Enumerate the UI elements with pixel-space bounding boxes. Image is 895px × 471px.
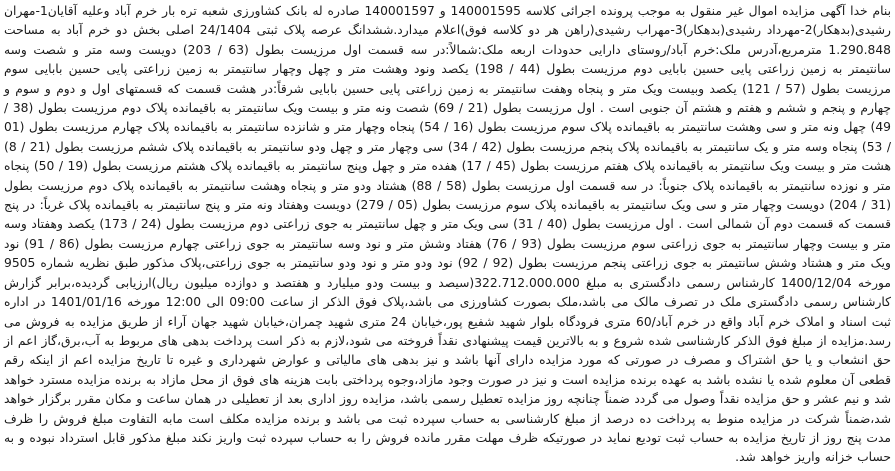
auction-notice-text: بنام خدا آگهی مزایده اموال غیر منقول به موجب پرونده اجرائی کلاسه 140001595 و 140001597 صادره له بانک کشاورزی شعبه تره بار خرم آباد وعلیه آقایان1-مهران رشیدی(بدهکار)2-مهرداد رشیدی(بدهکار)3-مهراب رشیدی(راهن هر دو کلاسه فوق)اعلام میدارد.ششدانگ عرصه پلاک ثبتی 24/1404 اصلی بخش دو خرم آباد به مساحت 1.290.848 مترمربع،آدرس ملک:خرم آباد/روستای دارایی حدودات اربعه ملک:شمالاً:در سه قسمت اول مرزیست بطول (63 / 203) دویست وسه متر و شصت وسه سانتیمتر به زمین زراعتی پایی حسین بابایی دوم مرزیست بطول (44 / 198) یکصد ونود وهشت متر و چهل وچهار سانتیمتر به زمین زراعتی پایی حسین بابایی سوم مرزیست بطول (57 / 121) یکصد وبیست ویک متر و پنجاه وهفت سانتیمتر به زمین زراعتی پایی حسین بابایی شرقاً:در هشت قسمت که قسمتهای اول و دوم و سوم و چهارم و پنجم و ششم و هفتم و هشتم آن جنوبی است . اول مرزیست بطول (21 / 69) شصت ونه متر و بیست ویک سانتیمتر به باقیمانده پلاک دوم مرزیست بطول (38 / 49) چهل ونه متر و سی وهشت سانتیمتر به باقیمانده پلاک سوم مرزیست بطول (16 / 54) پنجاه وچهار متر و شانزده سانتیمتر به باقیمانده پلاک چهارم مرزیست بطول (01 / 53) پنجاه وسه متر و یک سانتیمتر به باقیمانده پلاک پنجم مرزیست بطول (42 / 34) سی وچهار متر و چهل ودو سانتیمتر به باقیمانده پلاک ششم مرزیست بطول (21 / 8) هشت متر و بیست ویک سانتیمتر به باقیمانده پلاک هفتم مرزیست بطول (45 / 17) هفده متر و چهل وپنج سانتیمتر به باقیمانده پلاک هشتم مرزیست بطول (19 / 50) پنجاه متر و نوزده سانتیمتر به باقیمانده پلاک جنوباً: در سه قسمت اول مرزیست بطول (58 / 88) هشتاد ودو متر و پنجاه وهشت سانتیمتر به باقیمانده پلاک دوم مرزیست بطول (31 / 204) دویست وچهار متر و سی ویک سانتیمتر به باقیمانده پلاک سوم مرزیست بطول (05 / 279) دویست وهفتاد ونه متر و پنج سانتیمتر به باقیمانده پلاک غرباً: در پنج قسمت که قسمت دوم آن شمالی است . اول مرزیست بطول (40 / 31) سی ویک متر و چهل سانتیمتر به جوی زراعتی دوم مرزیست بطول (24 / 173) یکصد وهفتاد وسه متر و بیست وچهار سانتیمتر به جوی زراعتی سوم مرزیست بطول (93 / 76) هفتاد وشش متر و نود وسه سانتیمتر به جوی زراعتی چهارم مرزیست بطول (86 / 91) نود ویک متر و هشتاد وشش سانتیمتر به جوی زراعتی پنجم مرزیست بطول (92 / 92) نود ودو متر و نود ودو سانتیمتر به جوی زراعتی،پلاک مذکور طبق نظریه شماره 9505 مورخه 1400/12/04 کارشناس رسمی دادگستری به مبلغ 322.712.000.000(سیصد و بیست ودو میلیارد و هفتصد و دوازده میلیون ریال)ارزیابی گردیده،برابر گزارش کارشناس رسمی دادگستری ملک در تصرف مالک می باشد،ملک بصورت کشاورزی می باشد،پلاک فوق الذکر از ساعت 09:00 الی 12:00 مورخه 1401/01/16 در اداره ثبت اسناد و املاک خرم آباد واقع در خرم آباد/60 متری فرودگاه بلوار شهید شفیع پور،خیابان 24 متری شهید چمران،خیابان شهید جهان آراء از طریق مزایده به فروش می رسد.مزایده از مبلغ فوق الذکر کارشناسی شده شروع و به بالاترین قیمت پیشنهادی نقداً فروخته می شود،لازم به ذکر است پرداخت بدهی های مربوط به آب،برق،گاز اعم از حق انشعاب و یا حق اشتراک و مصرف در صورتی که مورد مزایده دارای آنها باشد و نیز بدهی های مالیاتی و عوارض شهرداری و غیره تا تاریخ مزایده اعم از اینکه رقم قطعی آن معلوم شده یا نشده باشد به عهده برنده مزایده است و نیز در صورت وجود مازاد،وجوه پرداختی بابت هزینه های فوق از محل مازاد به برنده مزایده مسترد خواهد شد و نیم عشر و حق مزایده نقداً وصول می گردد ضمناً چنانچه روز مزایده تعطیل رسمی باشد، مزایده روز اداری بعد از تعطیلی در همان ساعت و مکان مقرر برگزار خواهد شد،ضمناً شرکت در مزایده منوط به پرداخت ده درصد از مبلغ کارشناسی به حساب سپرده ثبت می باشد و برنده مزایده مکلف است مابه التفاوت مبلغ فروش را ظرف مدت پنج روز از تاریخ مزایده به حساب ثبت تودیع نماید در صورتیکه ظرف مهلت مقرر مانده فروش را به حساب سپرده ثبت واریز نکند مبلغ مذکور قابل استرداد نبوده و به حساب خزانه واریز خواهد شد. (4, 4, 892, 465)
